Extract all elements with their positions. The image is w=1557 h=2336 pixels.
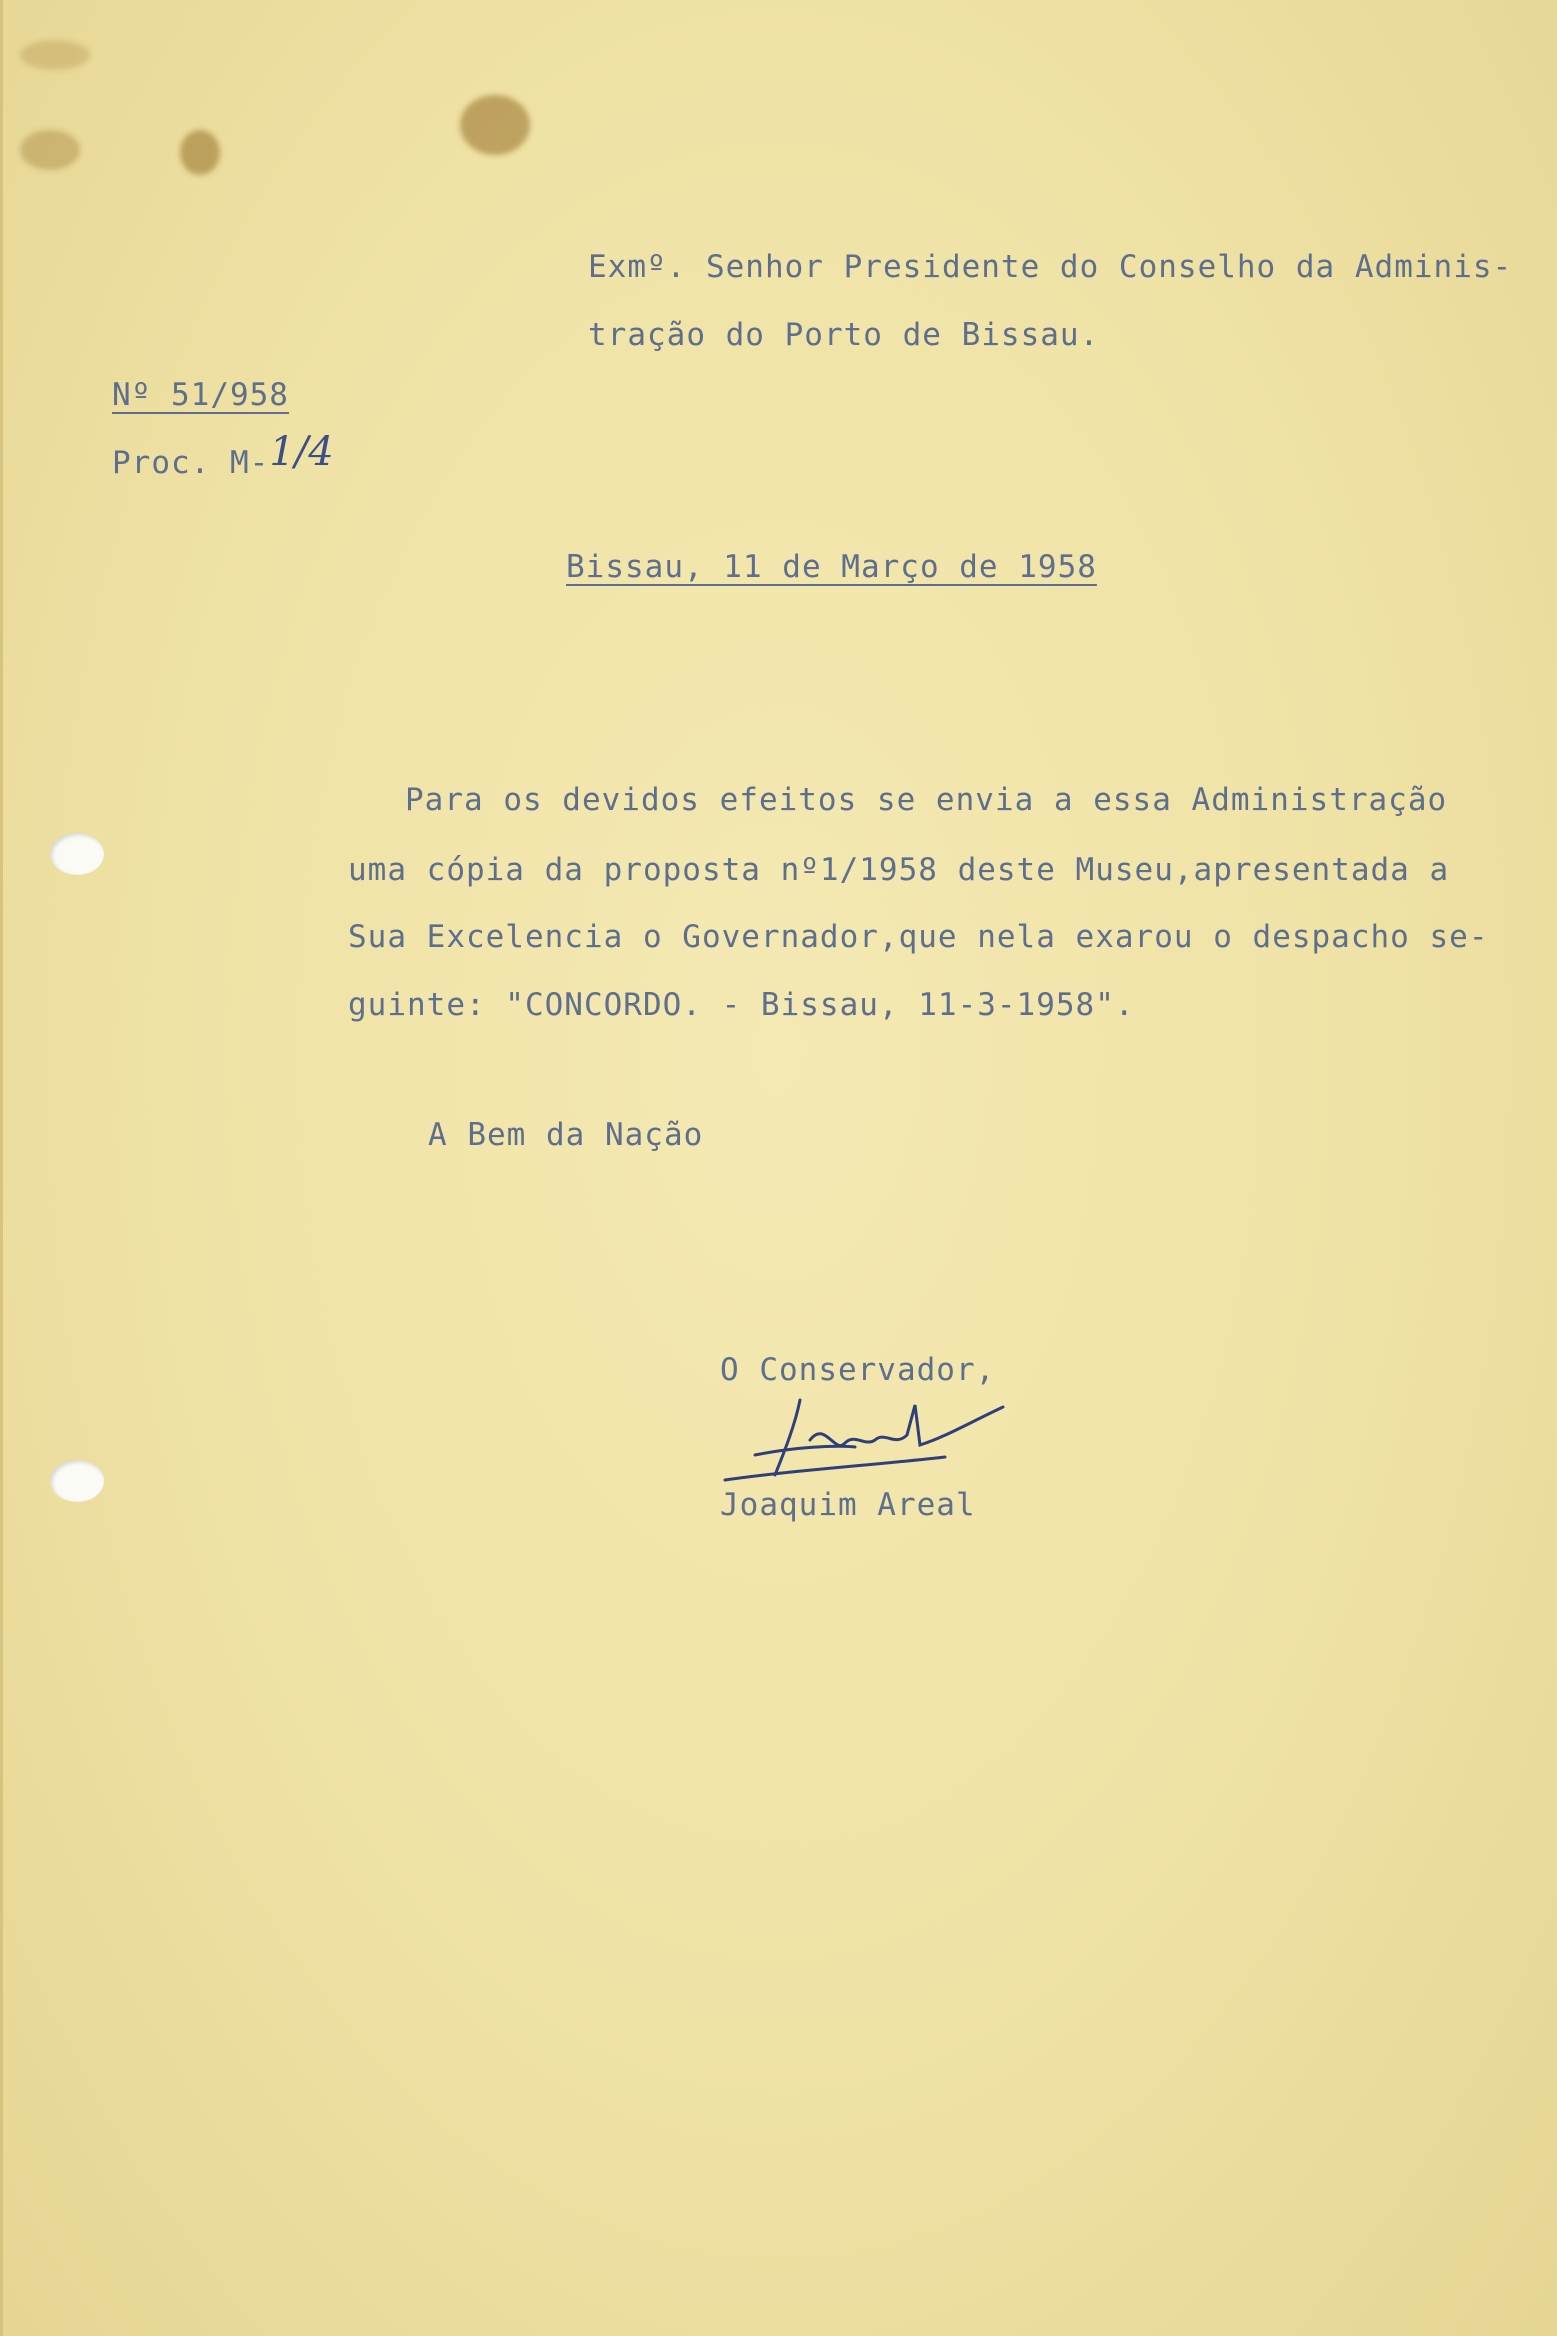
body-line-4: guinte: "CONCORDO. - Bissau, 11-3-1958". [348, 987, 1135, 1023]
signatory-name: Joaquim Areal [720, 1487, 976, 1523]
reference-number: Nº 51/958 [112, 377, 289, 413]
recipient-line-2: tração do Porto de Bissau. [588, 317, 1100, 353]
stain [20, 130, 80, 170]
punch-hole [50, 833, 104, 875]
body-line-1: Para os devidos efeitos se envia a essa Administração [405, 782, 1448, 818]
signature-title: O Conservador, [720, 1352, 996, 1388]
recipient-line-1: Exmº. Senhor Presidente do Conselho da Adminis- [588, 249, 1513, 285]
closing-line: A Bem da Nação [428, 1117, 704, 1153]
process-reference [112, 429, 334, 481]
body-line-2: uma cópia da proposta nº1/1958 deste Museu,apresentada a [348, 852, 1450, 888]
date-line: Bissau, 11 de Março de 1958 [566, 549, 1097, 585]
body-line-3: Sua Excelencia o Governador,que nela exarou o despacho se- [348, 919, 1489, 955]
stain [460, 95, 530, 155]
process-label: Proc. M- [112, 445, 270, 481]
stain [20, 40, 90, 70]
process-value: 1/4 [269, 429, 334, 475]
punch-hole [50, 1460, 104, 1502]
paper-edge [0, 0, 3, 2336]
stain [180, 130, 220, 175]
handwritten-signature [715, 1385, 1015, 1495]
